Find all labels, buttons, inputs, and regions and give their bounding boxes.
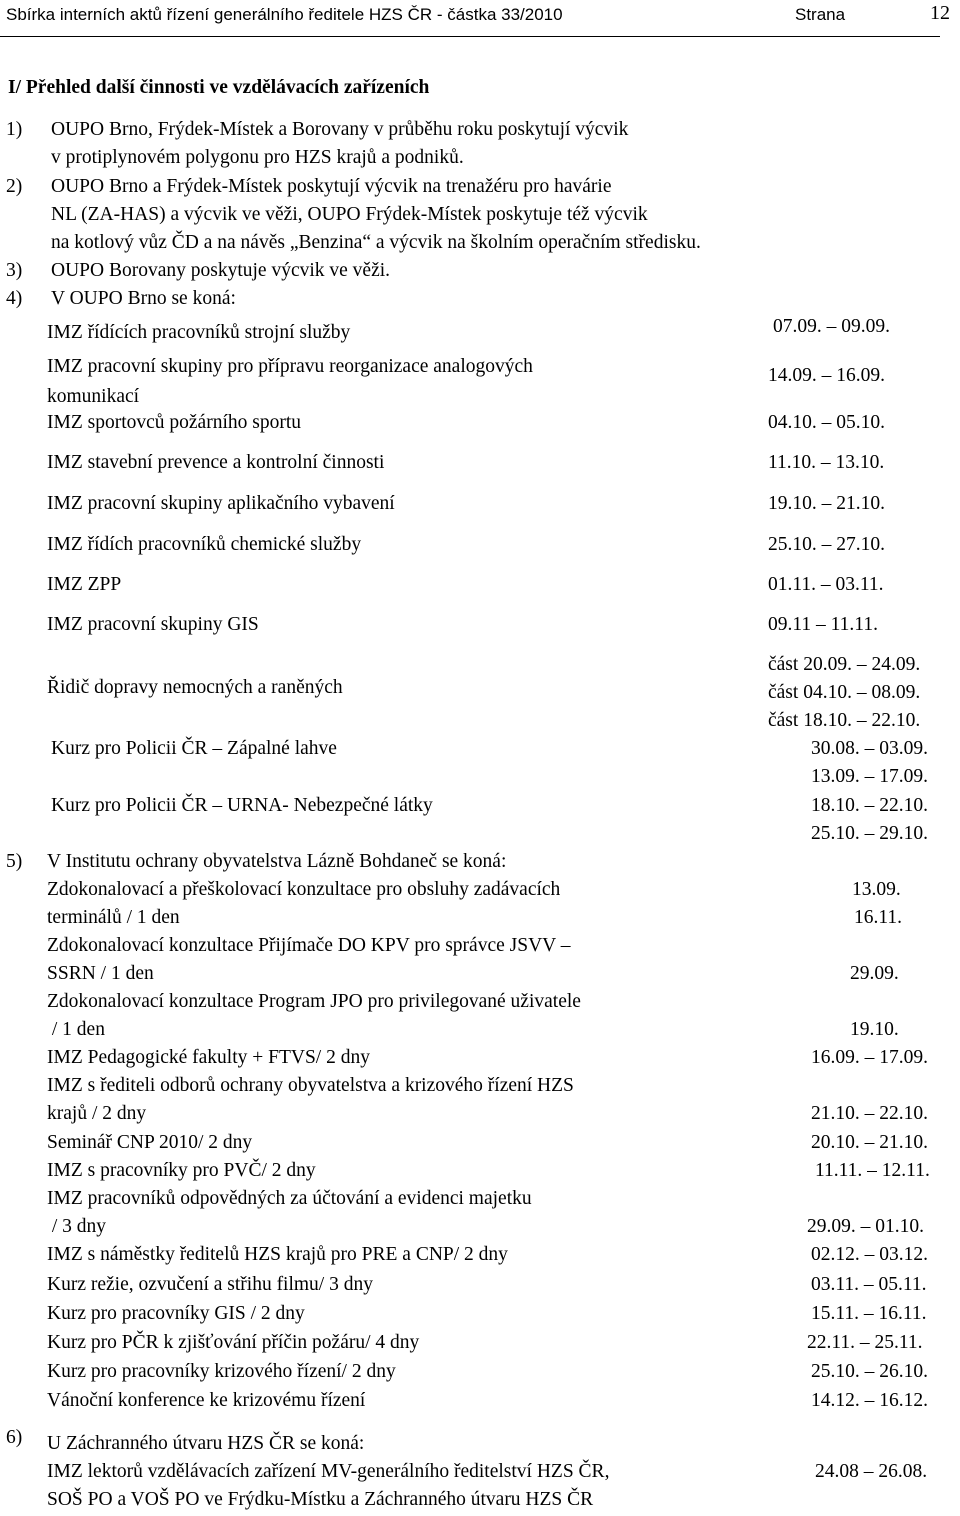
event-name: krajů / 2 dny [47,1103,147,1124]
event-date: 30.08. – 03.09. [811,738,928,759]
event-name: IMZ řídích pracovníků chemické služby [47,534,362,555]
event-name: IMZ s řediteli odborů ochrany obyvatelstva a krizového řízení HZS [47,1075,574,1096]
event-date: 13.09. – 17.09. [811,766,928,787]
event-name: IMZ s náměstky ředitelů HZS krajů pro PRE a CNP/ 2 dny [47,1244,508,1265]
event-date: 13.09. [852,879,901,900]
event-name: IMZ lektorů vzdělávacích zařízení MV-generálního ředitelství HZS ČR, [47,1461,610,1482]
item-number: 4) [6,288,23,309]
item-text: U Záchranného útvaru HZS ČR se koná: [47,1433,365,1454]
item-number: 2) [6,176,23,197]
event-name: IMZ pracovní skupiny GIS [47,614,259,635]
event-date: 19.10. [850,1019,899,1040]
event-date: 16.11. [854,907,903,928]
event-name: IMZ pracovní skupiny pro přípravu reorganizace analogových [47,356,533,377]
event-date: 22.11. – 25.11. [807,1332,923,1353]
event-date: 14.12. – 16.12. [811,1390,928,1411]
event-date: 14.09. – 16.09. [768,365,885,386]
header-page-label: Strana [795,5,846,24]
page-header [0,0,950,37]
event-date: 15.11. – 16.11. [811,1303,927,1324]
event-date: 03.11. – 05.11. [811,1274,927,1295]
event-date: 16.09. – 17.09. [811,1047,928,1068]
event-name: komunikací [47,386,140,407]
event-date: 25.10. – 27.10. [768,534,885,555]
event-name: terminálů / 1 den [47,907,180,928]
event-name: SOŠ PO a VOŠ PO ve Frýdku-Místku a Záchranného útvaru HZS ČR [47,1489,594,1510]
item-number: 1) [6,119,23,140]
item-number: 5) [6,851,23,872]
item-text: V Institutu ochrany obyvatelstva Lázně Bohdaneč se koná: [47,851,507,872]
item-number: 3) [6,260,23,281]
event-name: IMZ s pracovníky pro PVČ/ 2 dny [47,1160,316,1181]
event-name: IMZ Pedagogické fakulty + FTVS/ 2 dny [47,1047,370,1068]
event-name: SSRN / 1 den [47,963,154,984]
item-text: OUPO Brno a Frýdek-Místek poskytují výcvik na trenažéru pro havárie [51,176,612,197]
item-number: 6) [6,1427,23,1448]
event-date: 07.09. – 09.09. [773,316,890,337]
item-text: na kotlový vůz ČD a na návěs „Benzina“ a výcvik na školním operačním středisku. [51,232,701,253]
event-date: 11.11. – 12.11. [815,1160,930,1181]
header-page-number: 12 [930,2,950,24]
event-name: IMZ sportovců požárního sportu [47,412,301,433]
event-date: 04.10. – 05.10. [768,412,885,433]
item-text: v protiplynovém polygonu pro HZS krajů a podniků. [51,147,464,168]
event-date: 18.10. – 22.10. [811,795,928,816]
event-date: část 20.09. – 24.09. [768,654,921,675]
event-date: 24.08 – 26.08. [815,1461,928,1482]
event-date: 01.11. – 03.11. [768,574,884,595]
event-name: Zdokonalovací a přeškolovací konzultace pro obsluhy zadávacích [47,879,561,900]
event-name: IMZ ZPP [47,574,122,595]
section-heading: I/ Přehled další činnosti ve vzdělávacích zařízeních [8,77,430,98]
event-name: IMZ pracovníků odpovědných za účtování a evidenci majetku [47,1188,532,1209]
event-date: část 18.10. – 22.10. [768,710,921,731]
event-name: Seminář CNP 2010/ 2 dny [47,1132,253,1153]
event-name: Vánoční konference ke krizovému řízení [47,1390,366,1411]
item-text: V OUPO Brno se koná: [51,288,236,309]
event-date: 29.09. [850,963,899,984]
event-name: Kurz režie, ozvučení a střihu filmu/ 3 dny [47,1274,373,1295]
event-date: část 04.10. – 08.09. [768,682,921,703]
event-date: 29.09. – 01.10. [807,1216,924,1237]
event-date: 21.10. – 22.10. [811,1103,928,1124]
header-title: Sbírka interních aktů řízení generálního ředitele HZS ČR - částka 33/2010 [6,5,563,24]
event-name: Zdokonalovací konzultace Přijímače DO KPV pro správce JSVV – [47,935,571,956]
event-name: IMZ stavební prevence a kontrolní činnosti [47,452,385,473]
event-name: Zdokonalovací konzultace Program JPO pro privilegované uživatele [47,991,581,1012]
event-name: Kurz pro Policii ČR – URNA- Nebezpečné látky [51,795,433,816]
event-date: 11.10. – 13.10. [768,452,885,473]
event-name: Kurz pro pracovníky GIS / 2 dny [47,1303,305,1324]
event-date: 19.10. – 21.10. [768,493,885,514]
item-text: NL (ZA-HAS) a výcvik ve věži, OUPO Frýdek-Místek poskytuje též výcvik [51,204,648,225]
event-name: / 3 dny [47,1216,107,1237]
event-date: 02.12. – 03.12. [811,1244,928,1265]
event-name: / 1 den [47,1019,105,1040]
event-date: 09.11 – 11.11. [768,614,878,635]
event-name: Řidič dopravy nemocných a raněných [47,677,343,698]
event-name: Kurz pro PČR k zjišťování příčin požáru/ 4 dny [47,1332,420,1353]
event-name: Kurz pro Policii ČR – Zápalné lahve [51,738,337,759]
event-date: 25.10. – 26.10. [811,1361,928,1382]
event-date: 25.10. – 29.10. [811,823,928,844]
event-date: 20.10. – 21.10. [811,1132,928,1153]
event-name: IMZ řídících pracovníků strojní služby [47,322,351,343]
item-text: OUPO Brno, Frýdek-Místek a Borovany v průběhu roku poskytují výcvik [51,119,629,140]
item-text: OUPO Borovany poskytuje výcvik ve věži. [51,260,391,281]
event-name: Kurz pro pracovníky krizového řízení/ 2 dny [47,1361,396,1382]
event-name: IMZ pracovní skupiny aplikačního vybavení [47,493,395,514]
